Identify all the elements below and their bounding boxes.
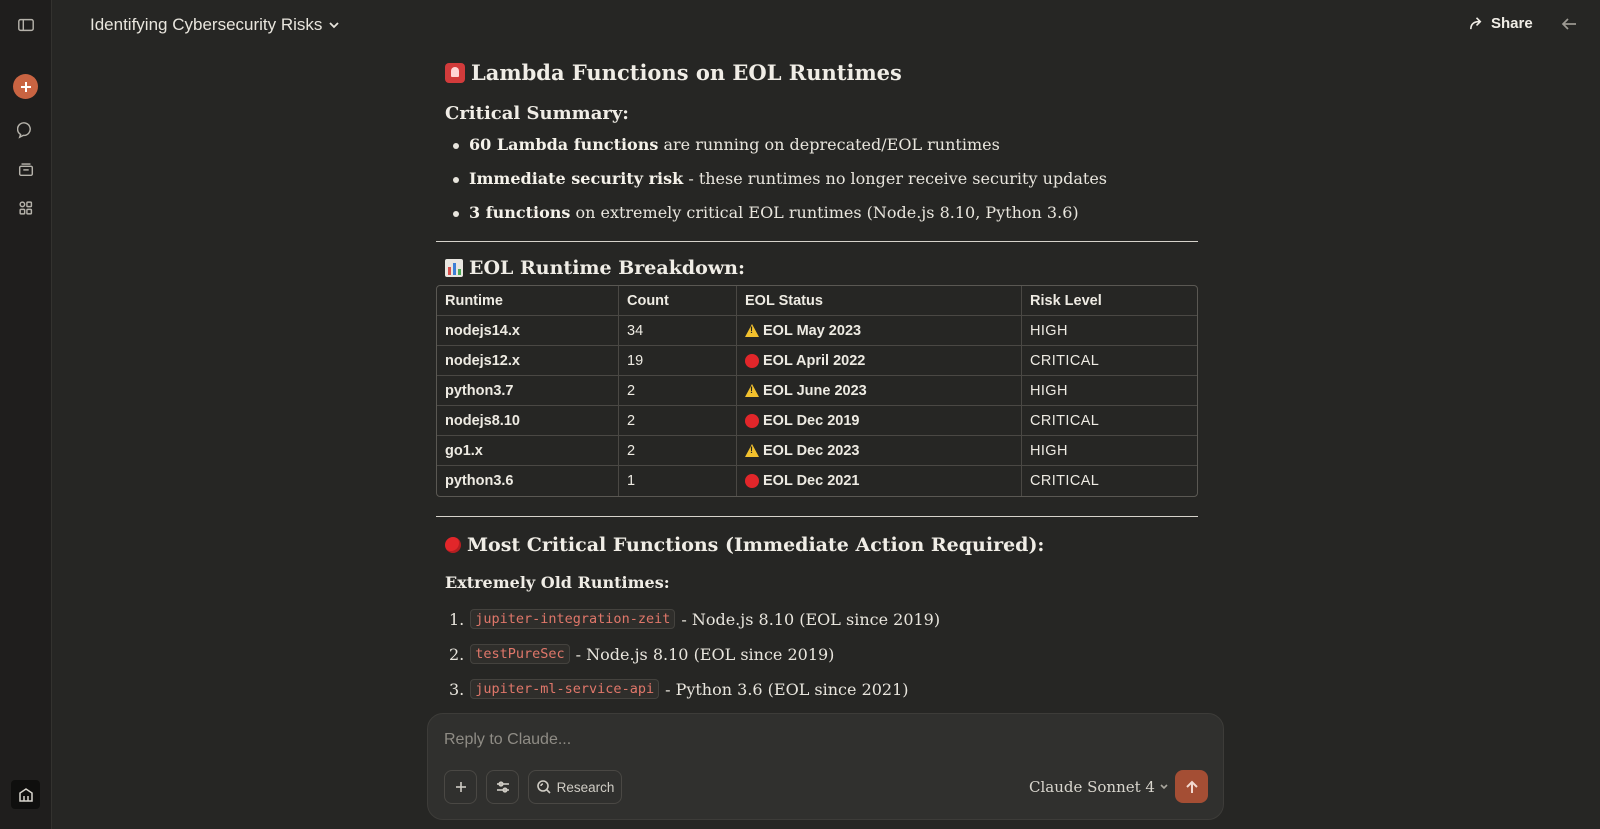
arrow-left-icon bbox=[1560, 15, 1578, 33]
status-text: EOL May 2023 bbox=[763, 322, 862, 339]
bar-chart-icon bbox=[445, 259, 463, 277]
sidebar bbox=[0, 0, 52, 829]
old-runtimes-heading: Extremely Old Runtimes: bbox=[445, 573, 670, 592]
table-row bbox=[437, 316, 1197, 346]
table-row bbox=[437, 436, 1197, 466]
risk-cell: CRITICAL bbox=[1022, 406, 1197, 436]
bullet-text bbox=[469, 169, 1107, 188]
bullet-rest: - these runtimes no longer receive security updates bbox=[683, 169, 1108, 188]
function-name: jupiter-ml-service-api bbox=[470, 679, 659, 699]
divider bbox=[436, 241, 1198, 242]
share-label: Share bbox=[1491, 15, 1533, 32]
siren-icon bbox=[445, 63, 465, 83]
runtime-cell: python3.7 bbox=[437, 376, 619, 406]
red-circle-icon bbox=[745, 354, 759, 368]
count-cell: 1 bbox=[619, 466, 737, 496]
summary-heading: Critical Summary: bbox=[445, 103, 629, 124]
list-item bbox=[449, 644, 834, 664]
bullet-text bbox=[469, 135, 1000, 154]
bullet-rest: are running on deprecated/EOL runtimes bbox=[658, 135, 1000, 154]
list-item bbox=[453, 203, 1079, 222]
breakdown-heading-text: EOL Runtime Breakdown: bbox=[469, 257, 746, 279]
status-cell bbox=[737, 376, 1022, 406]
section-title bbox=[445, 60, 902, 85]
conversation-title-button[interactable] bbox=[90, 15, 340, 35]
runtime-cell: nodejs14.x bbox=[437, 316, 619, 346]
list-item bbox=[453, 135, 1000, 154]
list-number: 2. bbox=[449, 644, 465, 664]
function-desc: - Node.js 8.10 (EOL since 2019) bbox=[575, 644, 835, 664]
list-number: 1. bbox=[449, 609, 465, 629]
status-cell bbox=[737, 316, 1022, 346]
conversation-title: Identifying Cybersecurity Risks bbox=[90, 15, 323, 34]
arrow-up-icon bbox=[1184, 779, 1200, 795]
share-button[interactable] bbox=[1468, 15, 1533, 32]
sidebar-toggle-icon[interactable] bbox=[12, 11, 40, 39]
risk-cell: HIGH bbox=[1022, 316, 1197, 346]
share-icon bbox=[1468, 15, 1485, 32]
composer bbox=[427, 713, 1224, 820]
status-text: EOL Dec 2021 bbox=[763, 473, 860, 489]
list-item bbox=[449, 679, 909, 699]
risk-cell: HIGH bbox=[1022, 376, 1197, 406]
status-cell bbox=[737, 466, 1022, 496]
research-label: Research bbox=[556, 779, 615, 795]
artifacts-icon[interactable] bbox=[12, 194, 40, 222]
column-header: Count bbox=[619, 286, 737, 316]
table-header-row bbox=[437, 286, 1197, 316]
bullet-icon bbox=[453, 143, 459, 149]
projects-icon[interactable] bbox=[12, 155, 40, 183]
list-item bbox=[449, 609, 940, 629]
critical-heading bbox=[445, 534, 1044, 556]
bullet-text bbox=[469, 203, 1079, 222]
status-cell bbox=[737, 436, 1022, 466]
avatar[interactable] bbox=[11, 780, 40, 809]
send-button[interactable] bbox=[1175, 770, 1208, 803]
reply-input[interactable] bbox=[444, 728, 1144, 752]
list-number: 3. bbox=[449, 679, 465, 699]
status-text: EOL Dec 2023 bbox=[763, 442, 860, 459]
status-cell bbox=[737, 406, 1022, 436]
close-panel-button[interactable] bbox=[1560, 15, 1578, 38]
runtime-cell: nodejs12.x bbox=[437, 346, 619, 376]
table-row bbox=[437, 376, 1197, 406]
risk-cell: CRITICAL bbox=[1022, 346, 1197, 376]
warning-icon bbox=[745, 444, 759, 457]
model-label: Claude Sonnet 4 bbox=[1029, 778, 1155, 796]
table-row bbox=[437, 466, 1197, 496]
search-icon bbox=[536, 779, 552, 795]
eol-runtime-table bbox=[436, 285, 1198, 497]
new-chat-button[interactable] bbox=[13, 74, 38, 99]
function-name: testPureSec bbox=[470, 644, 569, 664]
warning-icon bbox=[745, 324, 759, 337]
sliders-icon bbox=[495, 779, 511, 795]
bullet-bold: 60 Lambda functions bbox=[469, 135, 659, 154]
bullet-icon bbox=[453, 177, 459, 183]
table-row bbox=[437, 346, 1197, 376]
bullet-bold: Immediate security risk bbox=[469, 169, 684, 188]
function-name: jupiter-integration-zeit bbox=[470, 609, 675, 629]
chevron-down-icon bbox=[328, 19, 340, 31]
count-cell: 2 bbox=[619, 376, 737, 406]
count-cell: 2 bbox=[619, 436, 737, 466]
runtime-cell: nodejs8.10 bbox=[437, 406, 619, 436]
status-cell bbox=[737, 346, 1022, 376]
runtime-cell: go1.x bbox=[437, 436, 619, 466]
chevron-down-icon bbox=[1159, 782, 1169, 792]
divider bbox=[436, 516, 1198, 517]
table-row bbox=[437, 406, 1197, 436]
column-header: Risk Level bbox=[1022, 286, 1197, 316]
bullet-bold: 3 functions bbox=[469, 203, 571, 222]
header bbox=[52, 0, 1600, 52]
count-cell: 19 bbox=[619, 346, 737, 376]
column-header: Runtime bbox=[437, 286, 619, 316]
chats-icon[interactable] bbox=[12, 116, 40, 144]
function-desc: - Python 3.6 (EOL since 2021) bbox=[665, 679, 909, 699]
research-button[interactable] bbox=[528, 770, 622, 804]
red-circle-icon bbox=[745, 474, 759, 488]
tools-button[interactable] bbox=[486, 770, 519, 804]
model-selector[interactable] bbox=[1029, 778, 1169, 796]
add-attachment-button[interactable] bbox=[444, 770, 477, 804]
runtime-cell: python3.6 bbox=[437, 466, 619, 496]
bullet-icon bbox=[453, 211, 459, 217]
critical-heading-text: Most Critical Functions (Immediate Action Required): bbox=[467, 534, 1045, 556]
red-circle-icon bbox=[445, 537, 461, 553]
status-text: EOL Dec 2019 bbox=[763, 412, 860, 429]
plus-icon bbox=[453, 779, 469, 795]
risk-cell: CRITICAL bbox=[1030, 473, 1100, 489]
risk-cell: HIGH bbox=[1022, 436, 1197, 466]
status-text: EOL April 2022 bbox=[763, 352, 866, 369]
function-desc: - Node.js 8.10 (EOL since 2019) bbox=[681, 609, 941, 629]
warning-icon bbox=[745, 384, 759, 397]
count-cell: 34 bbox=[619, 316, 737, 346]
breakdown-heading bbox=[445, 257, 745, 279]
count-cell: 2 bbox=[619, 406, 737, 436]
list-item bbox=[453, 169, 1107, 188]
red-circle-icon bbox=[745, 414, 759, 428]
section-title-text: Lambda Functions on EOL Runtimes bbox=[471, 60, 902, 85]
bullet-rest: on extremely critical EOL runtimes (Node.js 8.10, Python 3.6) bbox=[570, 203, 1079, 222]
status-text: EOL June 2023 bbox=[763, 382, 867, 399]
column-header: EOL Status bbox=[737, 286, 1022, 316]
